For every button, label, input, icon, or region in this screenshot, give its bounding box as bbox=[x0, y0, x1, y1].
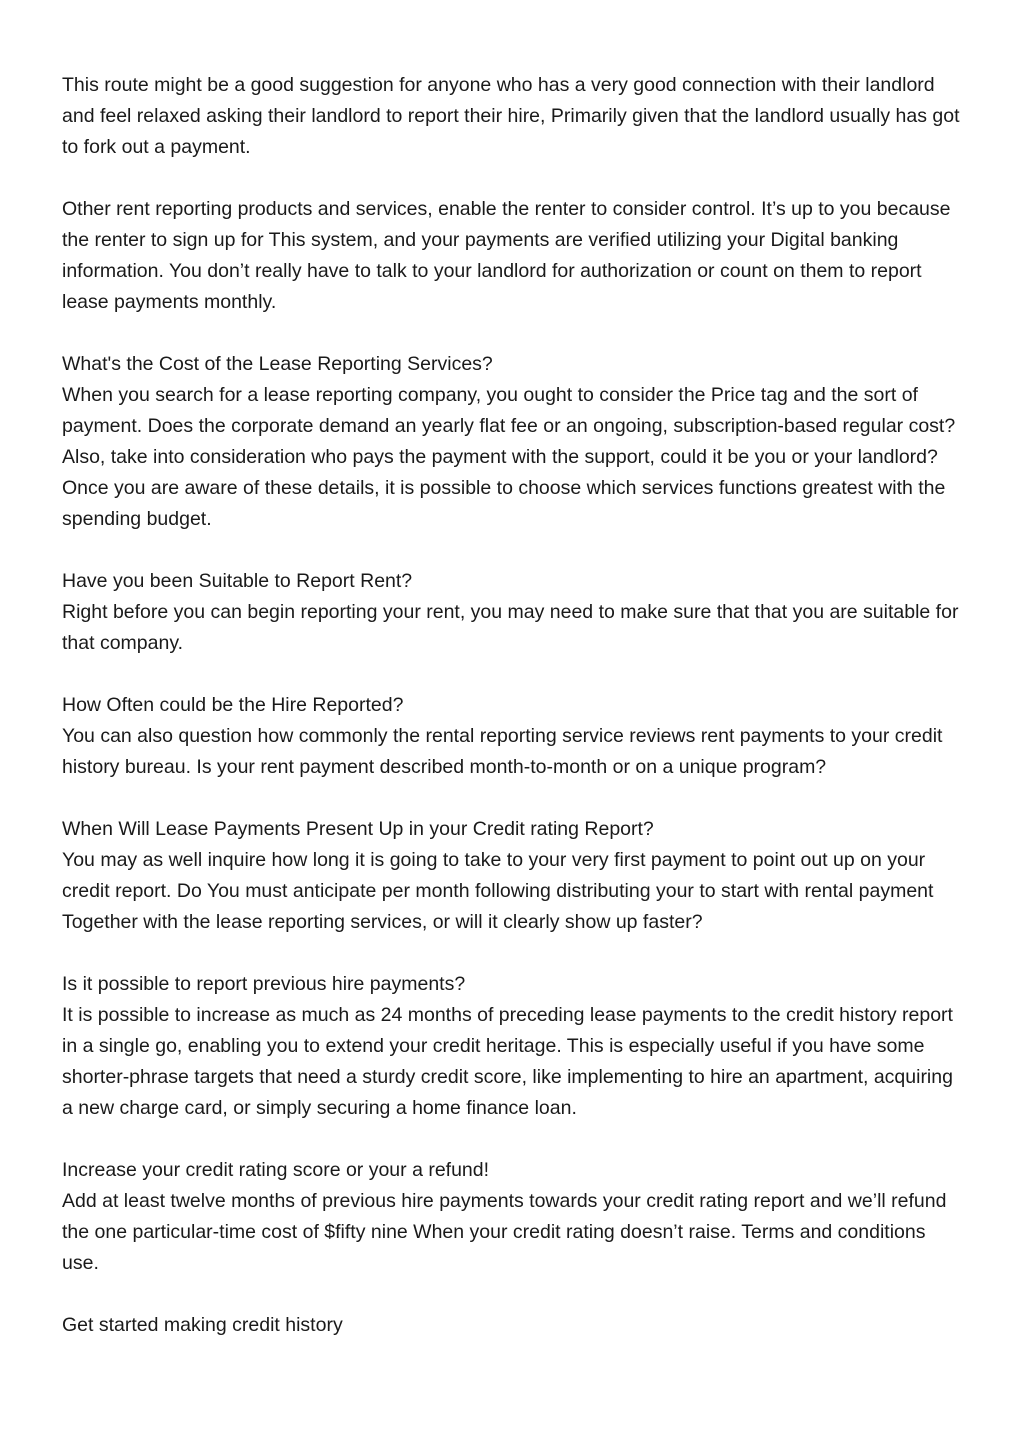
section-heading: What's the Cost of the Lease Reporting Services? bbox=[62, 353, 493, 375]
paragraph-text: This route might be a good suggestion for anyone who has a very good connection with their landlord and feel relaxed asking their landlord to report their hire, Primarily given that the landlord usually has got to fork out a payment. bbox=[62, 74, 960, 158]
paragraph-text: Get started making credit history bbox=[62, 1314, 343, 1336]
section-heading: When Will Lease Payments Present Up in your Credit rating Report? bbox=[62, 818, 654, 840]
section-cost bbox=[62, 349, 962, 535]
paragraph-text: Add at least twelve months of previous hire payments towards your credit rating report and we’ll refund the one particular-time cost of $fifty nine When your credit rating doesn’t raise. Terms and conditions use. bbox=[62, 1190, 947, 1274]
section-eligibility bbox=[62, 566, 962, 659]
section-heading: How Often could be the Hire Reported? bbox=[62, 694, 404, 716]
paragraph-text: You can also question how commonly the rental reporting service reviews rent payments to your credit history bureau. Is your rent payment described month-to-month or on a unique program? bbox=[62, 725, 943, 778]
paragraph-other-services bbox=[62, 194, 962, 318]
section-frequency bbox=[62, 690, 962, 783]
paragraph-text: It is possible to increase as much as 24 months of preceding lease payments to the credit history report in a single go, enabling you to extend your credit heritage. This is especially useful if you have some shorter-phrase targets that need a sturdy credit score, like implementing to hire an apartment, acquiring a new charge card, or simply securing a home finance loan. bbox=[62, 1004, 953, 1119]
paragraph-text: When you search for a lease reporting company, you ought to consider the Price tag and the sort of payment. Does the corporate demand an yearly flat fee or an ongoing, subscription-based regular cost? Also, take into consideration who pays the payment with the support, could it be you or your landlord? Once you are aware of these details, it is possible to choose which services functions greatest with the spending budget. bbox=[62, 384, 956, 530]
section-heading: Have you been Suitable to Report Rent? bbox=[62, 570, 413, 592]
paragraph-text: Other rent reporting products and services, enable the renter to consider control. It’s up to you because the renter to sign up for This system, and your payments are verified utilizing your Digital banking information. You don’t really have to talk to your landlord for authorization or count on them to report lease payments monthly. bbox=[62, 198, 951, 313]
section-timing bbox=[62, 814, 962, 938]
paragraph-text: Right before you can begin reporting your rent, you may need to make sure that that you are suitable for that company. bbox=[62, 601, 959, 654]
paragraph-text: You may as well inquire how long it is going to take to your very first payment to point out up on your credit report. Do You must anticipate per month following distributing your to start with rental payment Together with the lease reporting services, or will it clearly show up faster? bbox=[62, 849, 934, 933]
section-previous-payments bbox=[62, 969, 962, 1124]
document-page bbox=[62, 70, 962, 1372]
section-heading: Increase your credit rating score or your a refund! bbox=[62, 1159, 490, 1181]
paragraph-get-started bbox=[62, 1310, 962, 1341]
section-refund bbox=[62, 1155, 962, 1279]
paragraph-landlord-reporting bbox=[62, 70, 962, 163]
section-heading: Is it possible to report previous hire payments? bbox=[62, 973, 466, 995]
